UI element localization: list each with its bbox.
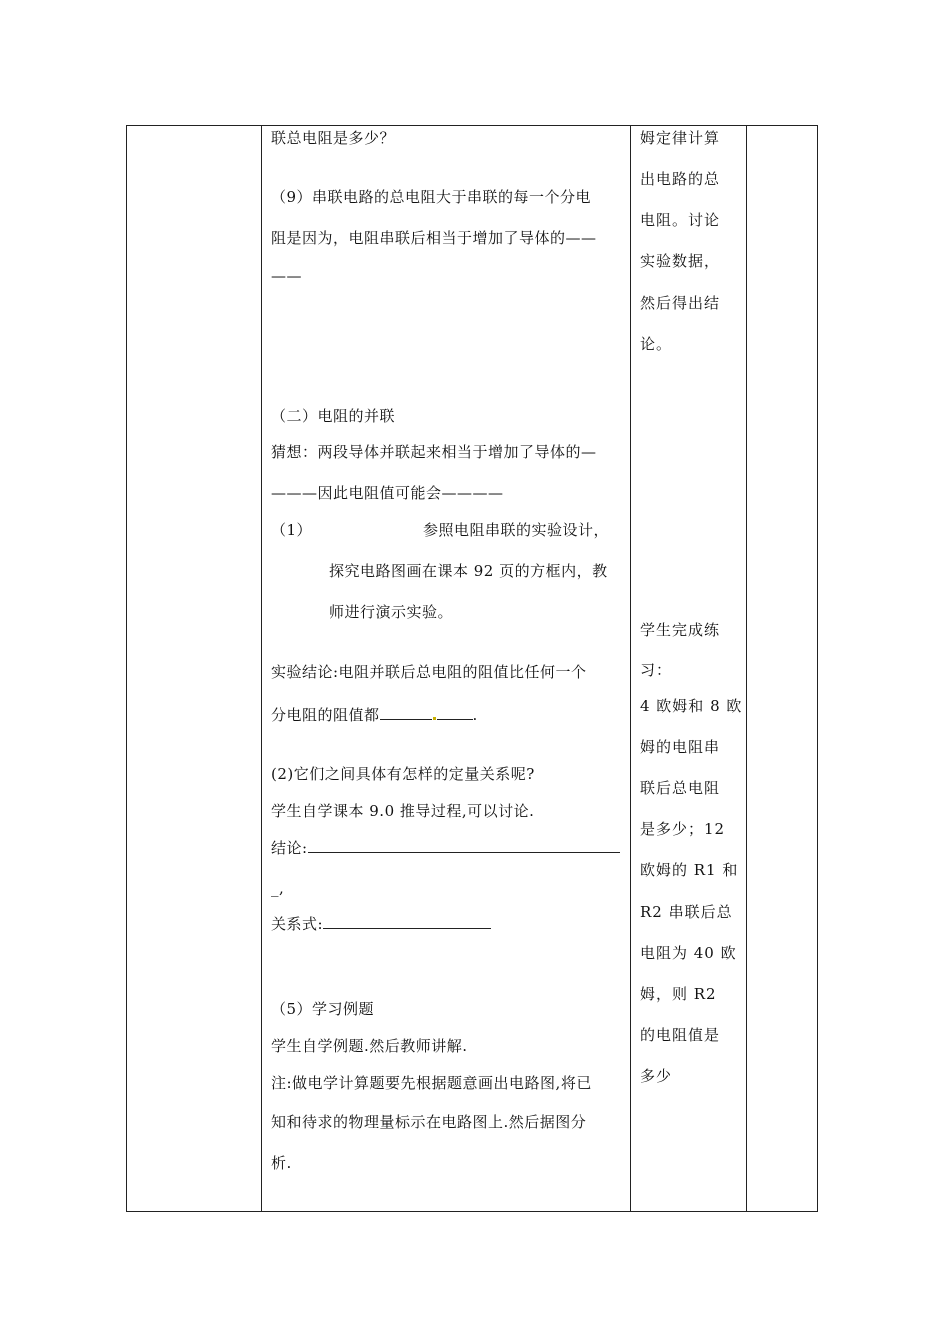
- step2-question: (2)它们之间具体有怎样的定量关系呢?: [271, 765, 535, 783]
- conclusion-blank: [308, 838, 620, 853]
- q9-line-2: 阻是因为，电阻串联后相当于增加了导体的——: [271, 229, 597, 247]
- experiment-conclusion-line-2: 分电阻的阻值都 .: [271, 706, 478, 724]
- practice-line-12: 多少: [640, 1067, 673, 1085]
- column-divider-2: [630, 126, 631, 1211]
- right-top-line-6: 论。: [640, 335, 673, 353]
- right-top-line-2: 出电路的总: [640, 170, 721, 188]
- practice-line-1: 学生完成练: [640, 621, 721, 639]
- section-parallel-title: （二）电阻的并联: [271, 407, 396, 425]
- conclusion-line: [271, 838, 620, 858]
- column-divider-1: [261, 126, 262, 1211]
- note-line-1: 注:做电学计算题要先根据题意画出电路图,将已: [271, 1074, 592, 1092]
- practice-line-8: R2 串联后总: [640, 903, 733, 921]
- right-top-line-1: 姆定律计算: [640, 129, 721, 147]
- practice-line-7: 欧姆的 R1 和: [640, 861, 739, 879]
- q8-tail: 联总电阻是多少？: [271, 129, 396, 147]
- relation-blank: [323, 914, 491, 929]
- right-top-line-3: 电阻。讨论: [640, 211, 721, 229]
- practice-line-6: 是多少；12: [640, 820, 726, 838]
- answer-blank: [380, 705, 432, 720]
- right-top-line-5: 然后得出结: [640, 294, 721, 312]
- guess-line-1: 猜想：两段导体并联起来相当于增加了导体的—: [271, 443, 597, 461]
- step1-line-3: 师进行演示实验。: [329, 603, 454, 621]
- practice-line-2: 习：: [640, 661, 673, 679]
- q9-line-1: （9）串联电路的总电阻大于串联的每一个分电: [271, 188, 592, 206]
- step5-title: （5）学习例题: [271, 1000, 375, 1018]
- experiment-conclusion-text: 分电阻的阻值都: [271, 706, 380, 724]
- column-divider-3: [746, 126, 747, 1211]
- conclusion-label: 结论:: [271, 839, 308, 857]
- step1-label: （1）: [271, 521, 313, 539]
- right-top-line-4: 实验数据，: [640, 252, 721, 270]
- answer-blank-2: [437, 705, 473, 720]
- step1-line-1: 参照电阻串联的实验设计，: [423, 521, 610, 539]
- step1-line-2: 探究电路图画在课本 92 页的方框内，教: [329, 562, 608, 580]
- practice-line-10: 姆，则 R2: [640, 985, 717, 1003]
- practice-line-4: 姆的电阻串: [640, 738, 721, 756]
- relation-label: 关系式:: [271, 915, 324, 933]
- q9-line-3: ——: [271, 267, 302, 285]
- note-line-3: 析.: [271, 1154, 292, 1172]
- note-line-2: 知和待求的物理量标示在电路图上.然后据图分: [271, 1113, 587, 1131]
- practice-line-11: 的电阻值是: [640, 1026, 721, 1044]
- experiment-conclusion-line-1: 实验结论:电阻并联后总电阻的阻值比任何一个: [271, 663, 587, 681]
- self-study-line: 学生自学课本 9.0 推导过程,可以讨论.: [271, 802, 535, 820]
- conclusion-end: _,: [271, 879, 285, 897]
- practice-line-9: 电阻为 40 欧: [640, 944, 737, 962]
- relation-line: [271, 914, 491, 934]
- practice-line-3: 4 欧姆和 8 欧: [640, 697, 743, 715]
- guess-line-2: ———因此电阻值可能会————: [271, 484, 504, 502]
- mark-dot: [433, 717, 436, 720]
- practice-line-5: 联后总电阻: [640, 779, 721, 797]
- example-line: 学生自学例题.然后教师讲解.: [271, 1037, 468, 1055]
